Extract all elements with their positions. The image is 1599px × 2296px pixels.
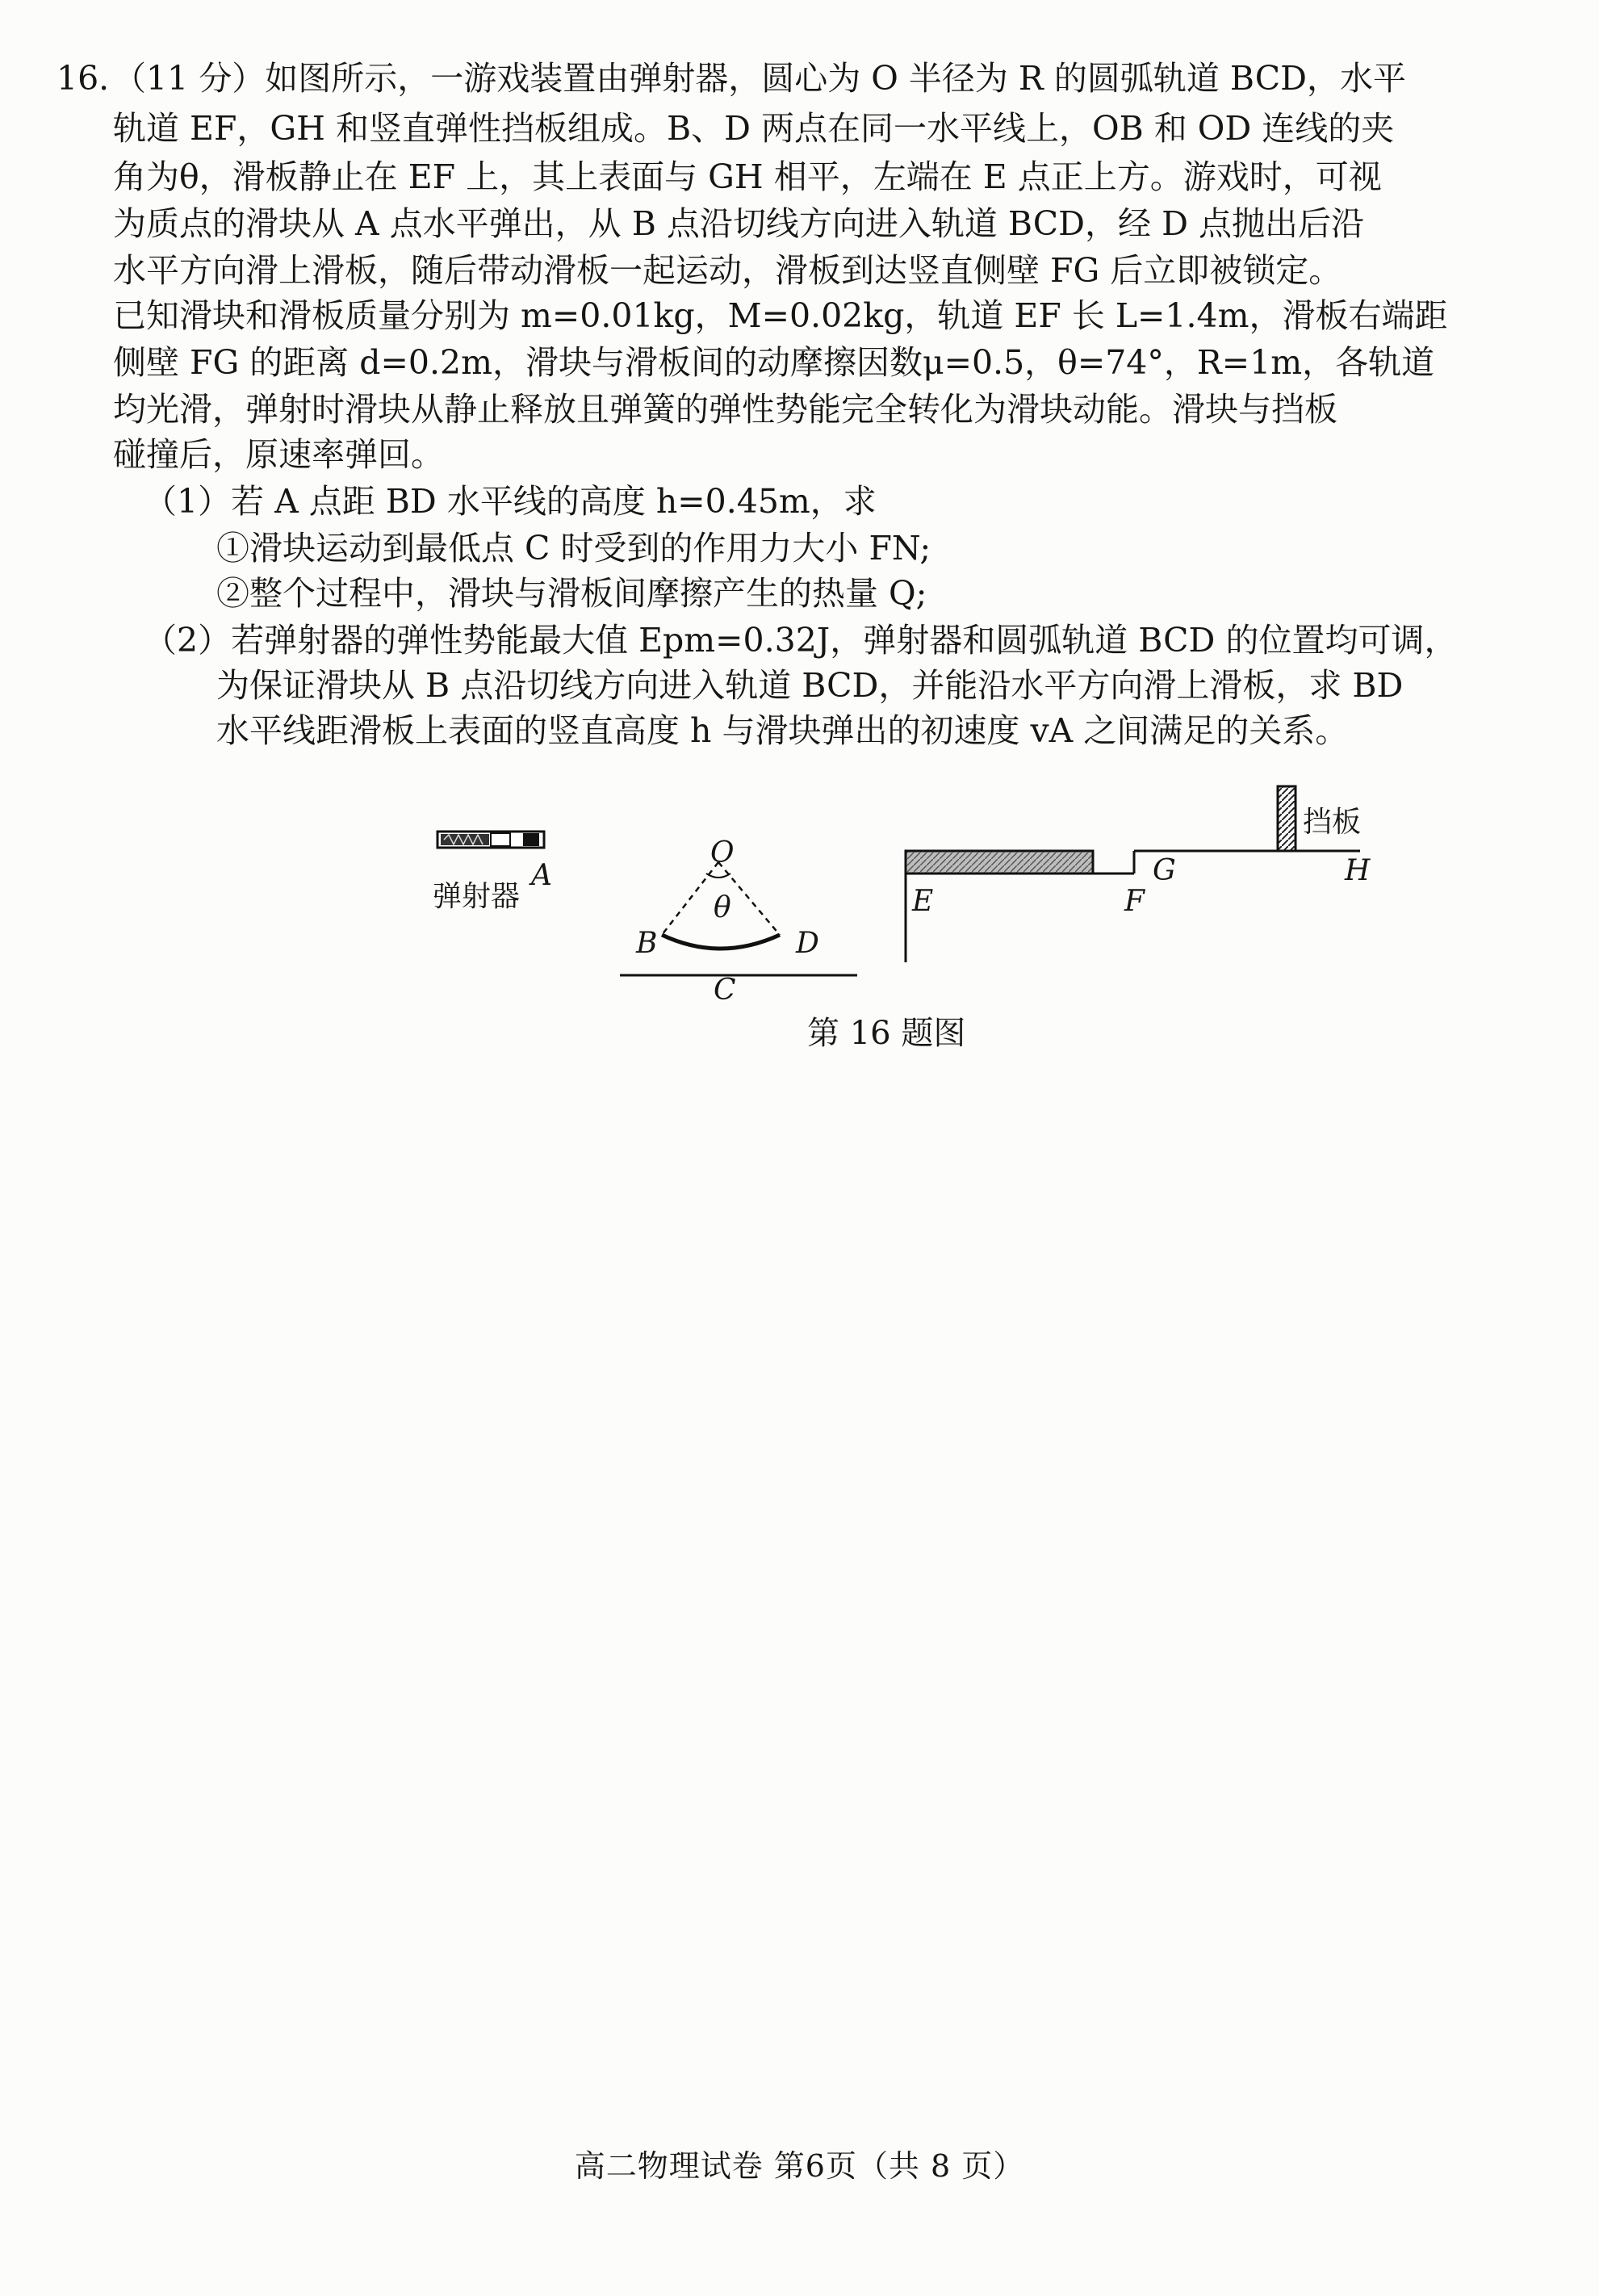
question-text-5: 水平方向滑上滑板，随后带动滑板一起运动，滑板到达竖直侧壁 FG 后立即被锁定。: [113, 251, 1342, 290]
vertical-baffle: [1278, 786, 1296, 851]
question-text-9: 碰撞后，原速率弹回。: [113, 435, 444, 474]
launcher-device: [437, 832, 544, 848]
part1-sub2: ②整个过程中，滑块与滑板间摩擦产生的热量 Q;: [216, 574, 927, 613]
part2-text-3: 水平线距滑板上表面的竖直高度 h 与滑块弹出的初速度 vA 之间满足的关系。: [216, 711, 1349, 750]
point-a-label: A: [531, 859, 552, 892]
question-text-7: 侧壁 FG 的距离 d=0.2m，滑块与滑板间的动摩擦因数μ=0.5，θ=74°，R=1m，各轨道: [113, 343, 1435, 382]
figure-16-diagram: [404, 775, 1413, 1001]
part2-text-2: 为保证滑块从 B 点沿切线方向进入轨道 BCD，并能沿水平方向滑上滑板，求 BD: [216, 666, 1404, 705]
rail-system: [906, 786, 1360, 962]
part1-sub1: ①滑块运动到最低点 C 时受到的作用力大小 FN;: [216, 529, 931, 568]
theta-label: θ: [714, 891, 731, 924]
page-footer: 高二物理试卷 第6页（共 8 页）: [574, 2148, 1025, 2184]
question-text-1: （11 分）如图所示，一游戏装置由弹射器，圆心为 O 半径为 R 的圆弧轨道 BCD，水平: [113, 59, 1406, 98]
baffle-label: 挡板: [1303, 806, 1362, 839]
figure-caption: 第 16 题图: [807, 1015, 966, 1052]
question-text-6: 已知滑块和滑板质量分别为 m=0.01kg，M=0.02kg，轨道 EF 长 L=1.4m，滑板右端距: [113, 296, 1448, 335]
point-e-label: E: [912, 885, 934, 918]
question-text-8: 均光滑，弹射时滑块从静止释放且弹簧的弹性势能完全转化为滑块动能。滑块与挡板: [113, 390, 1337, 429]
point-o-label: O: [710, 836, 735, 869]
slide-board: [906, 851, 1093, 874]
part2-text-1: （2）若弹射器的弹性势能最大值 Epm=0.32J，弹射器和圆弧轨道 BCD 的位置均可调，: [144, 621, 1458, 660]
point-d-label: D: [796, 927, 819, 960]
point-b-label: B: [636, 927, 658, 960]
point-h-label: H: [1345, 854, 1371, 887]
question-number: 16.: [57, 59, 110, 98]
point-f-label: F: [1124, 885, 1145, 918]
question-text-2: 轨道 EF，GH 和竖直弹性挡板组成。B、D 两点在同一水平线上，OB 和 OD 连线的夹: [113, 109, 1395, 148]
launcher-label: 弹射器: [433, 880, 521, 913]
part1-intro: （1）若 A 点距 BD 水平线的高度 h=0.45m，求: [144, 482, 877, 521]
point-c-label: C: [714, 974, 736, 1007]
question-text-3: 角为θ，滑板静止在 EF 上，其上表面与 GH 相平，左端在 E 点正上方。游戏时，可视: [113, 157, 1382, 196]
question-text-4: 为质点的滑块从 A 点水平弹出，从 B 点沿切线方向进入轨道 BCD，经 D 点抛出后沿: [113, 204, 1364, 243]
point-g-label: G: [1153, 854, 1176, 887]
